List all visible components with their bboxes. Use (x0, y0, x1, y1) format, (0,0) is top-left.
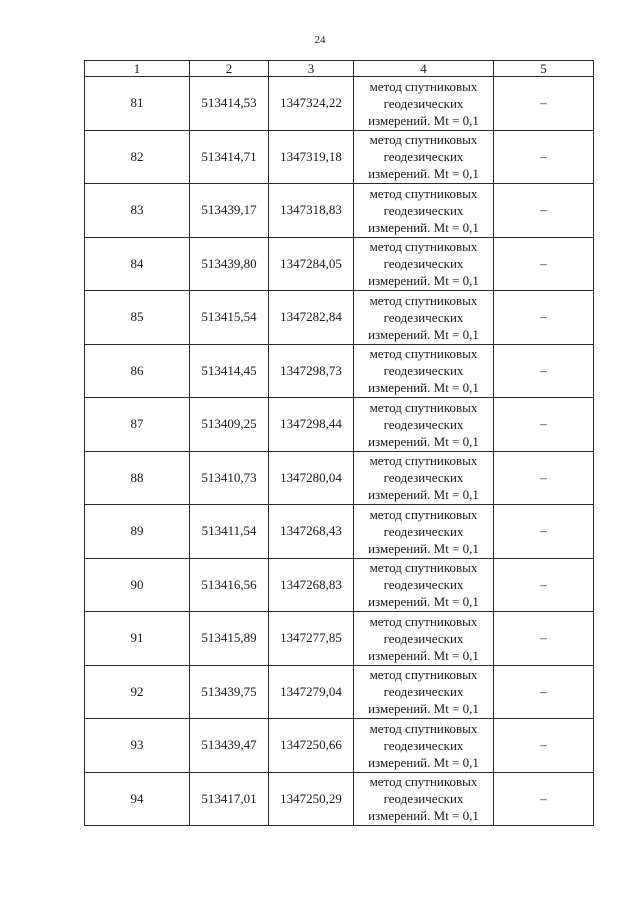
method-line: измерений. Mt = 0,1 (368, 647, 479, 663)
table-row (85, 665, 594, 719)
table-row (85, 344, 594, 398)
method-line: геодезических (383, 416, 464, 432)
method-cell (354, 291, 494, 345)
method-cell (354, 719, 494, 773)
x-coordinate-cell: 513409,25 (190, 398, 269, 452)
method-line: измерений. Mt = 0,1 (368, 754, 479, 770)
point-number-cell: 87 (85, 398, 190, 452)
table-row (85, 184, 594, 238)
x-coordinate-cell: 513411,54 (190, 505, 269, 559)
x-coordinate-cell: 513439,17 (190, 184, 269, 238)
note-cell: – (494, 558, 594, 612)
method-cell (354, 237, 494, 291)
method-line: измерений. Mt = 0,1 (368, 594, 479, 610)
y-coordinate-cell: 1347268,83 (269, 558, 354, 612)
method-cell (354, 505, 494, 559)
page-number: 24 (314, 34, 326, 46)
method-line: геодезических (383, 630, 464, 646)
y-coordinate-cell: 1347298,44 (269, 398, 354, 452)
y-coordinate-cell: 1347318,83 (269, 184, 354, 238)
header-col-5: 5 (494, 61, 594, 77)
method-line: метод спутниковых (369, 346, 478, 362)
note-cell: – (494, 184, 594, 238)
method-line: измерений. Mt = 0,1 (368, 112, 479, 128)
method-line: метод спутниковых (369, 453, 478, 469)
x-coordinate-cell: 513415,54 (190, 291, 269, 345)
method-cell (354, 612, 494, 666)
note-cell: – (494, 77, 594, 131)
note-cell: – (494, 237, 594, 291)
header-row (85, 61, 594, 77)
method-cell (354, 772, 494, 826)
x-coordinate-cell: 513439,47 (190, 719, 269, 773)
method-line: метод спутниковых (369, 720, 478, 736)
header-col-3: 3 (269, 61, 354, 77)
point-number-cell: 86 (85, 344, 190, 398)
x-coordinate-cell: 513414,71 (190, 130, 269, 184)
method-cell (354, 77, 494, 131)
header-col-4: 4 (354, 61, 494, 77)
coordinates-table (84, 60, 594, 826)
point-number-cell: 82 (85, 130, 190, 184)
table-row (85, 398, 594, 452)
point-number-cell: 90 (85, 558, 190, 612)
method-line: метод спутниковых (369, 506, 478, 522)
method-line: измерений. Mt = 0,1 (368, 433, 479, 449)
note-cell: – (494, 665, 594, 719)
point-number-cell: 91 (85, 612, 190, 666)
method-line: метод спутниковых (369, 613, 478, 629)
table-row (85, 719, 594, 773)
note-cell: – (494, 398, 594, 452)
method-cell (354, 344, 494, 398)
method-line: метод спутниковых (369, 132, 478, 148)
note-cell: – (494, 451, 594, 505)
method-line: измерений. Mt = 0,1 (368, 701, 479, 717)
method-line: измерений. Mt = 0,1 (368, 487, 479, 503)
x-coordinate-cell: 513439,80 (190, 237, 269, 291)
y-coordinate-cell: 1347268,43 (269, 505, 354, 559)
y-coordinate-cell: 1347250,66 (269, 719, 354, 773)
point-number-cell: 83 (85, 184, 190, 238)
method-line: измерений. Mt = 0,1 (368, 273, 479, 289)
point-number-cell: 94 (85, 772, 190, 826)
table-row (85, 772, 594, 826)
method-cell (354, 451, 494, 505)
table-row (85, 77, 594, 131)
table-row (85, 558, 594, 612)
method-line: метод спутниковых (369, 239, 478, 255)
method-line: измерений. Mt = 0,1 (368, 808, 479, 824)
method-line: измерений. Mt = 0,1 (368, 166, 479, 182)
table-row (85, 291, 594, 345)
y-coordinate-cell: 1347282,84 (269, 291, 354, 345)
method-cell (354, 184, 494, 238)
x-coordinate-cell: 513439,75 (190, 665, 269, 719)
method-line: метод спутниковых (369, 185, 478, 201)
method-line: геодезических (383, 684, 464, 700)
method-line: геодезических (383, 577, 464, 593)
y-coordinate-cell: 1347319,18 (269, 130, 354, 184)
table-row (85, 505, 594, 559)
note-cell: – (494, 344, 594, 398)
method-line: метод спутниковых (369, 399, 478, 415)
method-line: геодезических (383, 523, 464, 539)
method-line: измерений. Mt = 0,1 (368, 219, 479, 235)
header-col-1: 1 (85, 61, 190, 77)
table-row (85, 612, 594, 666)
method-line: метод спутниковых (369, 292, 478, 308)
method-cell (354, 398, 494, 452)
note-cell: – (494, 505, 594, 559)
y-coordinate-cell: 1347298,73 (269, 344, 354, 398)
point-number-cell: 88 (85, 451, 190, 505)
method-line: метод спутниковых (369, 667, 478, 683)
method-line: геодезических (383, 791, 464, 807)
table-row (85, 237, 594, 291)
point-number-cell: 84 (85, 237, 190, 291)
y-coordinate-cell: 1347324,22 (269, 77, 354, 131)
y-coordinate-cell: 1347250,29 (269, 772, 354, 826)
note-cell: – (494, 612, 594, 666)
note-cell: – (494, 130, 594, 184)
method-line: измерений. Mt = 0,1 (368, 326, 479, 342)
method-line: геодезических (383, 95, 464, 111)
x-coordinate-cell: 513415,89 (190, 612, 269, 666)
method-line: геодезических (383, 363, 464, 379)
method-line: измерений. Mt = 0,1 (368, 380, 479, 396)
method-line: метод спутниковых (369, 560, 478, 576)
table-row (85, 130, 594, 184)
note-cell: – (494, 719, 594, 773)
point-number-cell: 89 (85, 505, 190, 559)
method-line: геодезических (383, 470, 464, 486)
note-cell: – (494, 772, 594, 826)
x-coordinate-cell: 513414,45 (190, 344, 269, 398)
method-line: метод спутниковых (369, 774, 478, 790)
method-line: геодезических (383, 256, 464, 272)
y-coordinate-cell: 1347277,85 (269, 612, 354, 666)
method-line: геодезических (383, 309, 464, 325)
method-cell (354, 665, 494, 719)
x-coordinate-cell: 513417,01 (190, 772, 269, 826)
method-cell (354, 558, 494, 612)
method-line: геодезических (383, 149, 464, 165)
y-coordinate-cell: 1347279,04 (269, 665, 354, 719)
note-cell: – (494, 291, 594, 345)
method-line: метод спутниковых (369, 78, 478, 94)
table-body (85, 77, 594, 826)
y-coordinate-cell: 1347280,04 (269, 451, 354, 505)
x-coordinate-cell: 513410,73 (190, 451, 269, 505)
x-coordinate-cell: 513414,53 (190, 77, 269, 131)
method-line: геодезических (383, 202, 464, 218)
point-number-cell: 92 (85, 665, 190, 719)
x-coordinate-cell: 513416,56 (190, 558, 269, 612)
method-cell (354, 130, 494, 184)
method-line: измерений. Mt = 0,1 (368, 540, 479, 556)
point-number-cell: 93 (85, 719, 190, 773)
table-row (85, 451, 594, 505)
method-line: геодезических (383, 737, 464, 753)
point-number-cell: 81 (85, 77, 190, 131)
y-coordinate-cell: 1347284,05 (269, 237, 354, 291)
header-col-2: 2 (190, 61, 269, 77)
table-header (85, 61, 594, 77)
point-number-cell: 85 (85, 291, 190, 345)
